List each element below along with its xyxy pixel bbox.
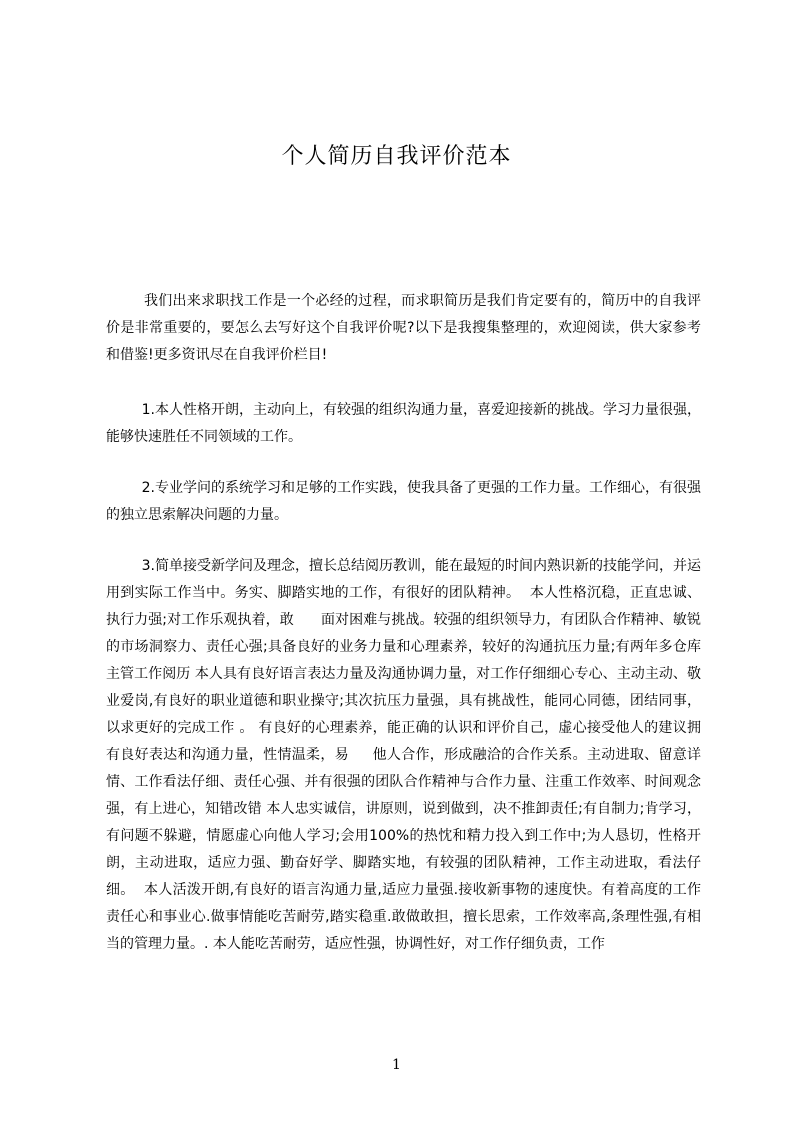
intro-paragraph — [106, 288, 701, 369]
page-number: 1 — [392, 1057, 401, 1073]
list-item-text: 3.简单接受新学问及理念，擅长总结阅历教训，能在最短的时间内熟识新的技能学问，并运用到实际工作当中。务实、脚踏实地的工作，有很好的团队精神。 本人性格沉稳，正直忠诚、执行力强;对工作乐观执着，敢 面对困难与挑战。较强的组织领导力，有团队合作精神、敏锐的市场洞察力、责任心强;具备良好的业务力量和心理素养，较好的沟通抗压力量;有两年多仓库主管工作阅历 本人具有良好语言表达力量及沟通协调力量，对工作仔细细心专心、主动主动、敬业爱岗,有良好的职业道德和职业操守;其次抗压力量强，具有挑战性，能同心同德，团结同事，以求更好的完成工作 。 有良好的心理素养，能正确的认识和评价自己，虚心接受他人的建议拥有良好表达和沟通力量，性情温柔，易 他人合作，形成融洽的合作关系。主动进取、留意详情、工作看法仔细、责任心强、并有很强的团队合作精神与合作力量、注重工作效率、时间观念强，有上进心，知错改错 本人忠实诚信，讲原则，说到做到，决不推卸责任;有自制力;肯学习，有问题不躲避，情愿虚心向他人学习;会用100%的热忱和精力投入到工作中;为人恳切，性格开朗，主动进取，适应力强、勤奋好学、脚踏实地，有较强的团队精神，工作主动进取，看法仔细。 本人活泼开朗,有良好的语言沟通力量,适应力量强.接收新事物的速度快。有着高度的工作责任心和事业心.做事情能吃苦耐劳,踏实稳重.敢做敢担，擅长思索，工作效率高,条理性强,有相当的管理力量。. 本人能吃苦耐劳，适应性强，协调性好，对工作仔细负责，工作 — [106, 558, 701, 952]
list-item — [106, 553, 701, 1041]
list-item-text: 2.专业学问的系统学习和足够的工作实践，使我具备了更强的工作力量。工作细心，有很强的独立思索解决问题的力量。 — [106, 480, 701, 523]
page-title: 个人简历自我评价范本 — [281, 144, 512, 169]
list-item — [106, 397, 701, 451]
list-item-text: 1.本人性格开朗，主动向上，有较强的组织沟通力量，喜爱迎接新的挑战。学习力量很强，能够快速胜任不同领域的工作。 — [106, 402, 701, 445]
list-item — [106, 475, 701, 529]
intro-text: 我们出来求职找工作是一个必经的过程，而求职简历是我们肯定要有的，简历中的自我评价是非常重要的，要怎么去写好这个自我评价呢?以下是我搜集整理的，欢迎阅读，供大家参考和借鉴!更多资讯尽在自我评价栏目! — [106, 293, 701, 363]
